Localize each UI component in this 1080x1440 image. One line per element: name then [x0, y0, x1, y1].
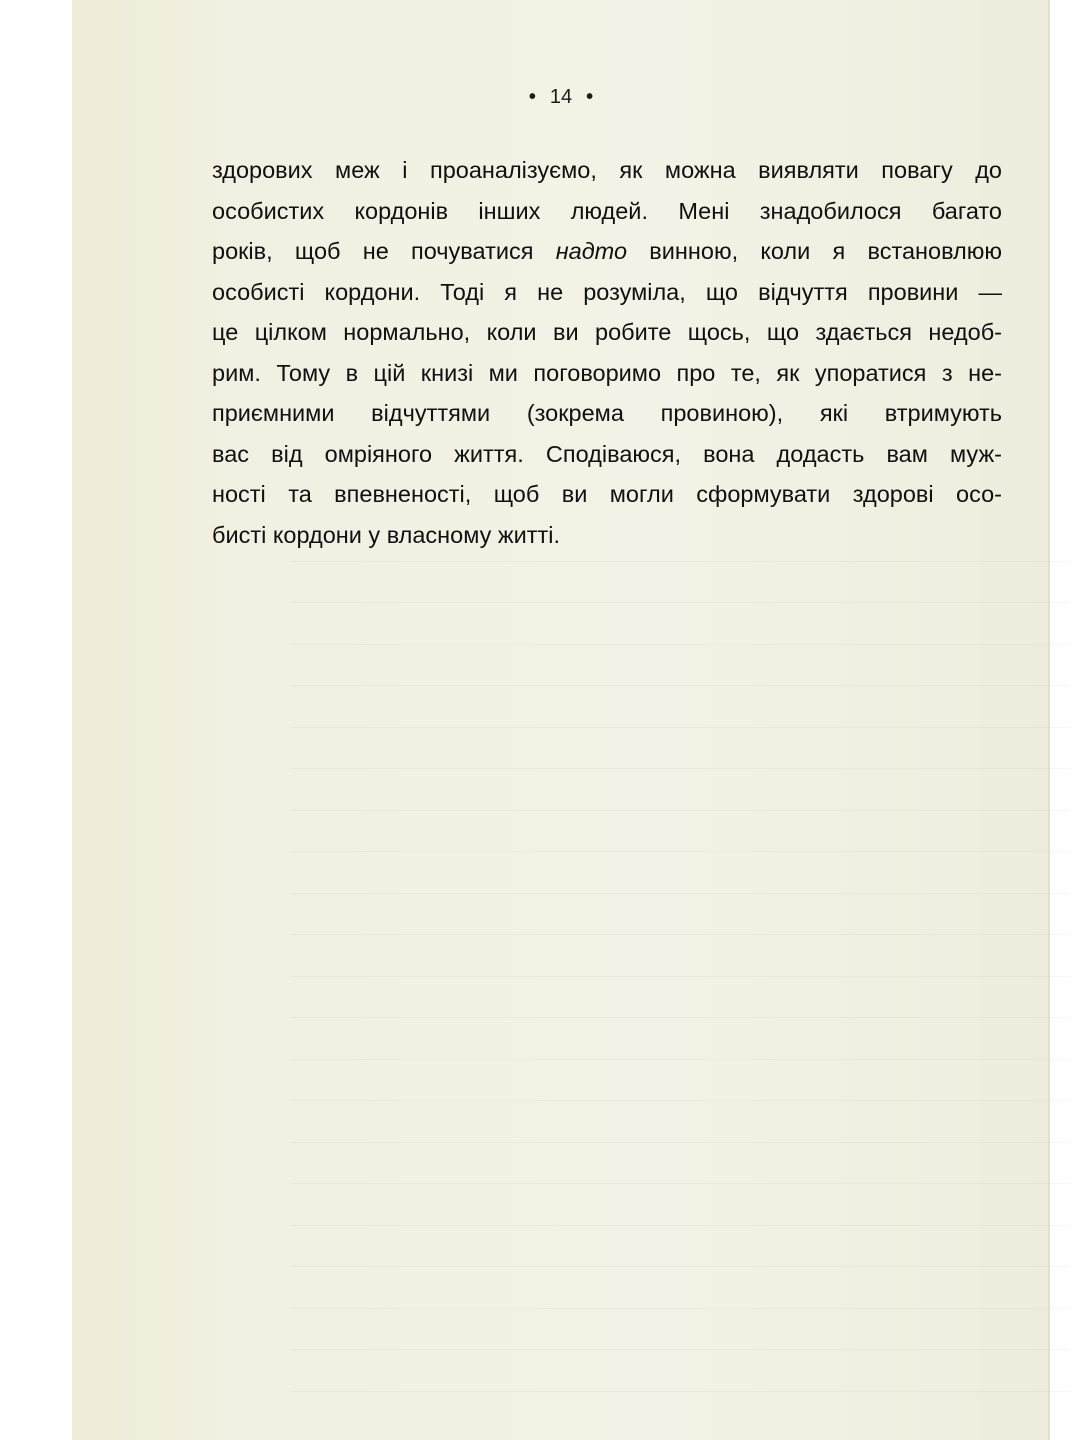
text-line-2: особистих кордонів інших людей. Мені знадобилося багато: [212, 197, 1002, 224]
text-line-9: ності та впевненості, щоб ви могли сформувати здорові осо-: [212, 481, 1002, 507]
text-line-10: бисті кордони у власному житті.: [212, 521, 561, 548]
text-line-1: здорових меж і проаналізуємо, як можна виявляти повагу до: [212, 157, 1002, 183]
text-line-3-start: років, щоб не почуватися: [212, 238, 556, 264]
text-line-4: особисті кордони. Тоді я не розуміла, що відчуття провини —: [212, 278, 1002, 305]
body-paragraph: [212, 150, 1002, 555]
page-number: [72, 86, 1050, 109]
text-line-6: рим. Тому в цій книзі ми поговоримо про те, як упоратися з не-: [212, 359, 1002, 386]
bullet-right: •: [586, 86, 594, 108]
text-line-3: [212, 231, 1002, 272]
show-through-lines: [290, 520, 1070, 1392]
text-line-7: приємними відчуттями (зокрема провиною), які втримують: [212, 400, 1002, 426]
page-number-value: 14: [549, 86, 573, 108]
emphasis-word: надто: [555, 238, 628, 264]
text-line-5: це цілком нормально, коли ви робите щось, що здається недоб-: [212, 319, 1002, 345]
bullet-left: •: [528, 86, 536, 108]
text-line-3-end: винною, коли я встановлюю: [627, 238, 1002, 264]
text-line-8: вас від омріяного життя. Сподіваюся, вона додасть вам муж-: [212, 440, 1002, 467]
